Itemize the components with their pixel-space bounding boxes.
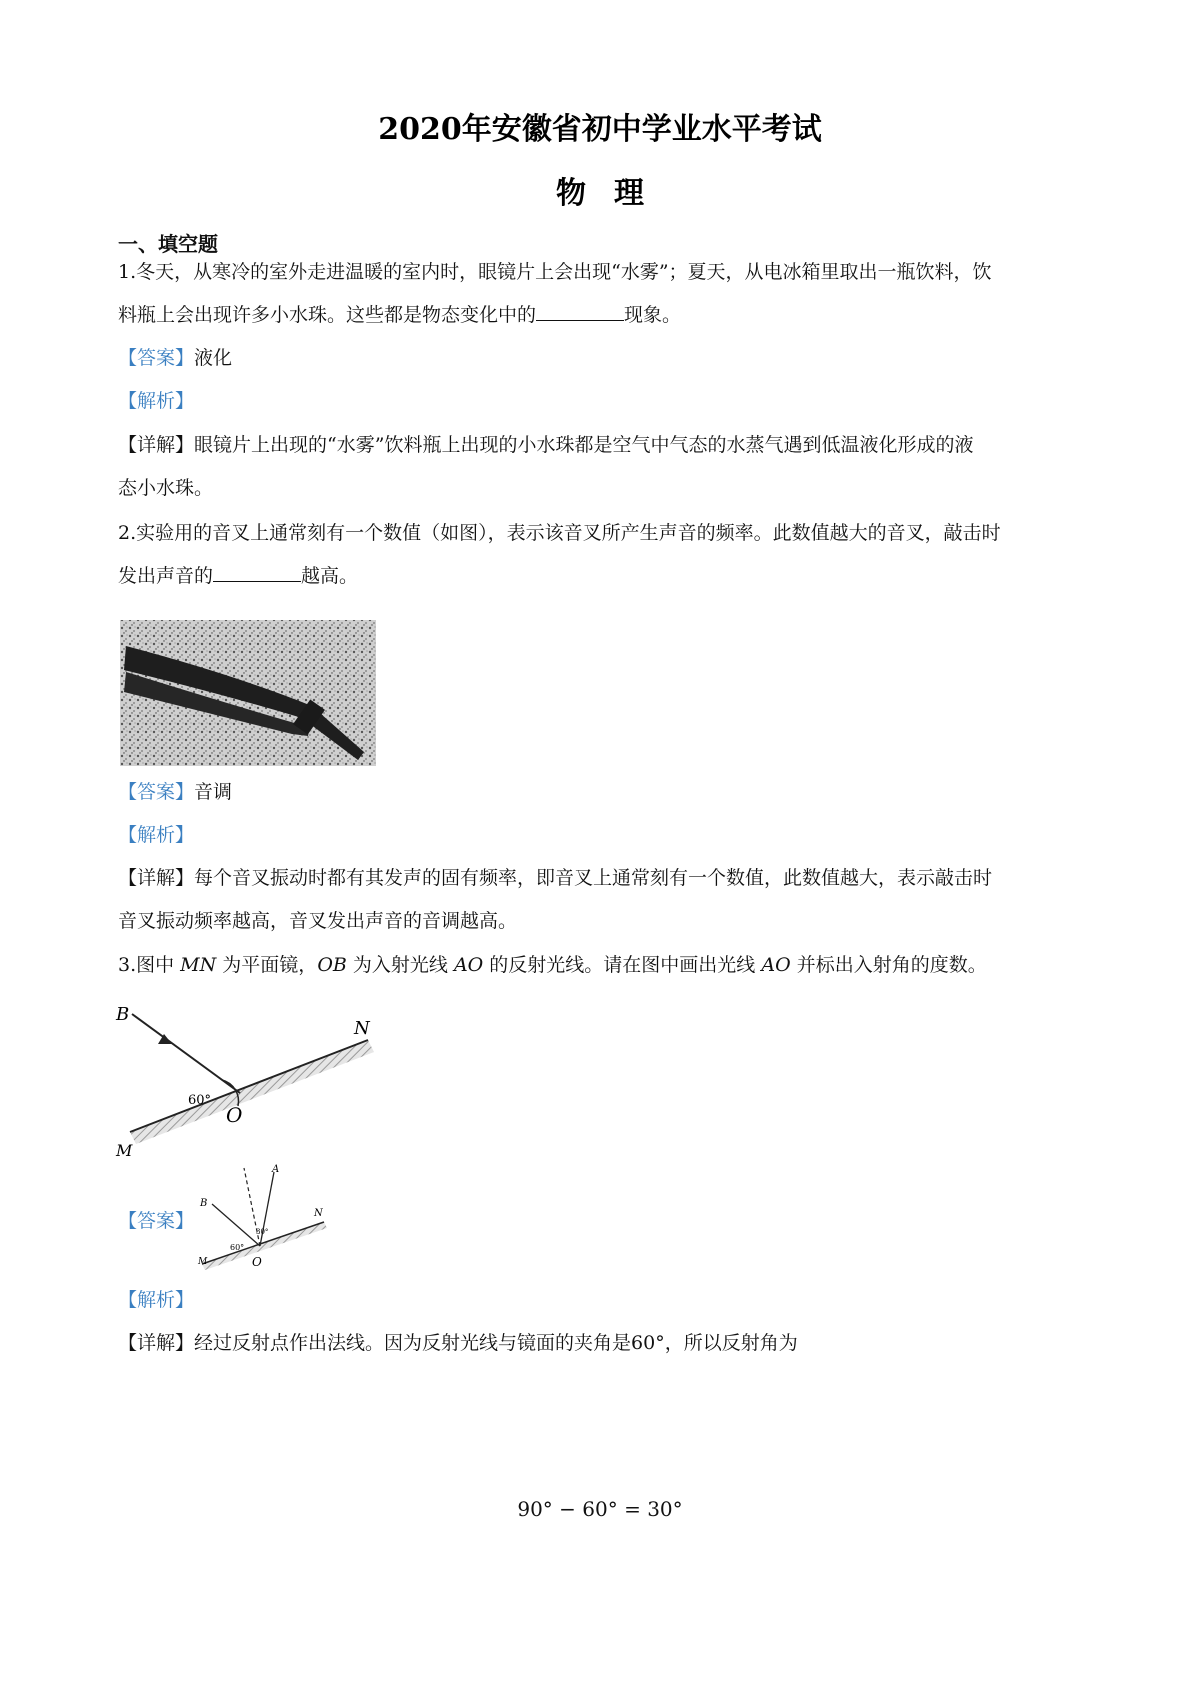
q3-text-line [118,950,987,977]
ans-label-a: A [272,1164,280,1175]
section-heading: 一、填空题 [118,232,218,256]
q2-detail-line1 [118,863,992,890]
q1-text-line1: 1.冬天，从寒冷的室外走进温暖的室内时，眼镜片上会出现“水雾”；夏天，从电冰箱里取出一瓶饮料，饮 [118,261,992,283]
q1-blank [536,304,624,321]
q3-t4: 并标出入射角的度数。 [790,954,987,976]
exam-title: 2020年安徽省初中学业水平考试 [378,112,822,147]
q1-analysis-tag: 【解析】 [118,390,195,412]
q2-answer: 音调 [194,781,233,803]
q3-analysis-tag: 【解析】 [118,1289,195,1311]
q1-text-line2 [118,300,681,327]
q3-detail-line [118,1328,798,1355]
q2-text-line2 [118,561,358,588]
q3-ao2: AO [761,954,791,976]
q2-blank [213,565,301,582]
ans-label-incidence: 30° [256,1228,269,1236]
mirror-hatching [130,1040,374,1144]
label-n: N [354,1018,370,1039]
q3-detail-a: 经过反射点作出法线。因为反射光线与镜面的夹角是60°，所以反射角为 [194,1332,798,1354]
q3-t3: 的反射光线。请在图中画出光线 [483,954,762,976]
detail-tag: 【详解】 [118,867,195,889]
q2-answer-line [118,777,232,804]
q1-detail-line1 [118,430,973,457]
q3-t2: 为入射光线 [346,954,454,976]
ans-label-m: M [198,1257,208,1267]
q1-detail-line2: 态小水珠。 [118,477,214,499]
q2-detail-a: 每个音叉振动时都有其发声的固有频率，即音叉上通常刻有一个数值，此数值越大，表示敲击时 [194,867,993,889]
ans-label-b: B [200,1198,208,1209]
q1-text-post: 现象。 [624,304,682,326]
q2-text-line1: 2.实验用的音叉上通常刻有一个数值（如图），表示该音叉所产生声音的频率。此数值越大的音叉，敲击时 [118,522,1001,544]
q1-answer: 液化 [194,347,233,369]
q3-answer-tag: 【答案】 [118,1210,195,1232]
label-angle: 60° [188,1093,212,1108]
answer-tag: 【答案】 [118,347,195,369]
label-o: O [226,1103,243,1127]
tuning-fork-photo [112,602,384,772]
ans-label-n: N [314,1208,323,1219]
label-b: B [116,1004,130,1025]
q3-num: 3.图中 [118,954,181,976]
q2-text-pre: 发出声音的 [118,565,214,587]
q3-formula: 90° − 60° = 30° [517,1497,683,1521]
detail-tag: 【详解】 [118,434,195,456]
q2-detail-line2: 音叉振动频率越高，音叉发出声音的音调越高。 [118,910,518,932]
q3-ao: AO [453,954,484,976]
mirror-line-mn [130,1040,368,1132]
q3-ob: OB [317,954,347,976]
q2-text-post: 越高。 [301,565,359,587]
q2-analysis-tag: 【解析】 [118,824,195,846]
detail-tag: 【详解】 [118,1332,195,1354]
subject-title: 物理 [556,176,672,211]
q3-mn: MN [180,954,217,976]
mirror-figure [112,1000,392,1160]
ans-label-o: O [252,1255,262,1269]
label-m: M [116,1141,133,1160]
ans-label-angle: 60° [230,1243,245,1252]
q3-t1: 为平面镜， [216,954,318,976]
answer-figure [196,1160,336,1280]
answer-tag: 【答案】 [118,781,195,803]
q1-detail-a: 眼镜片上出现的“水雾”饮料瓶上出现的小水珠都是空气中气态的水蒸气遇到低温液化形成的液 [194,434,974,456]
q1-text-pre: 料瓶上会出现许多小水珠。这些都是物态变化中的 [118,304,537,326]
q1-answer-line [118,343,232,370]
